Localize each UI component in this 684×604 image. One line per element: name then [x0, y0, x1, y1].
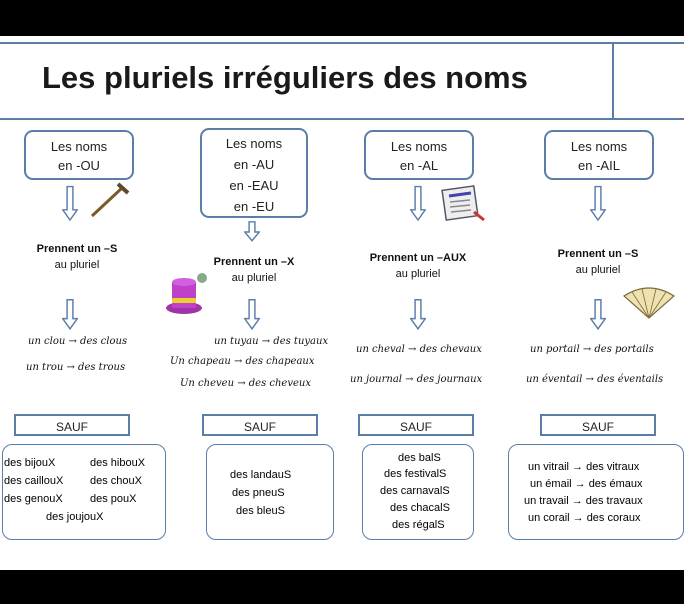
rule-ou-line2: au pluriel [54, 259, 100, 271]
exception-item: des hibouX [90, 457, 146, 469]
rule-ail-line1: Prennent un –S [557, 248, 639, 260]
header-au-line2: en -AU [233, 157, 275, 172]
example-al-1: un cheval → des chevaux [356, 344, 482, 355]
down-arrow-icon [244, 294, 260, 336]
exception-item: un émail → des émaux [530, 478, 643, 490]
exception-item: des genouX [4, 493, 63, 505]
fan-icon [622, 286, 676, 320]
exception-item: des festivalS [384, 468, 447, 480]
header-ail-line2: en -AIL [578, 158, 620, 173]
newspaper-icon [440, 182, 488, 226]
header-ail-line1: Les noms [570, 139, 628, 154]
sauf-label-ail: SAUF [540, 414, 656, 436]
example-ou-2: un trou → des trous [26, 362, 126, 373]
exception-item: des bijouX [4, 457, 56, 469]
example-ail-1: un portail → des portails [530, 344, 654, 355]
down-arrow-icon [590, 180, 606, 228]
exception-item: un vitrail → des vitraux [528, 461, 640, 473]
exception-item: des caillouX [4, 475, 64, 487]
rule-al-line2: au pluriel [395, 268, 441, 280]
exception-item: des régalS [392, 519, 445, 531]
rule-au-line2: au pluriel [231, 272, 277, 284]
header-box-au [200, 128, 308, 218]
rule-ail [538, 246, 658, 278]
exception-item: des joujouX [46, 511, 104, 523]
example-au-1: un tuyau → des tuyaux [214, 336, 329, 347]
down-arrow-icon [590, 294, 606, 336]
header-al-line2: en -AL [399, 158, 439, 173]
header-box-ou [24, 130, 134, 180]
header-au-line1: Les noms [225, 136, 283, 151]
sauf-label-au: SAUF [202, 414, 318, 436]
page-title: Les pluriels irréguliers des noms [42, 60, 528, 95]
header-box-ail [544, 130, 654, 180]
down-arrow-icon [62, 180, 78, 228]
down-arrow-icon [410, 180, 426, 228]
example-ou-1: un clou → des clous [28, 336, 128, 347]
exceptions-box-ail [508, 444, 684, 540]
rule-ou [22, 241, 132, 273]
rule-ail-line2: au pluriel [575, 264, 621, 276]
exception-item: un travail → des travaux [524, 495, 643, 507]
example-au-2: Un chapeau → des chapeaux [170, 356, 315, 367]
exception-item: des chouX [90, 475, 142, 487]
example-au-3: Un cheveu → des cheveux [180, 378, 311, 389]
header-al-line1: Les noms [390, 139, 448, 154]
down-arrow-icon [410, 294, 426, 336]
sauf-label-ou: SAUF [14, 414, 130, 436]
exception-item: des bleuS [236, 505, 285, 517]
header-ou-line1: Les noms [50, 139, 108, 154]
exception-item: des landauS [230, 469, 292, 481]
sauf-label-al: SAUF [358, 414, 474, 436]
rule-au [196, 254, 312, 286]
down-arrow-icon [244, 218, 260, 246]
rule-au-line1: Prennent un –X [213, 256, 295, 268]
exception-item: des pneuS [232, 487, 285, 499]
example-al-2: un journal → des journaux [350, 374, 483, 385]
rule-al [356, 250, 480, 282]
example-ail-2: un éventail → des éventails [526, 374, 664, 385]
worksheet [0, 36, 684, 570]
exception-item: un corail → des coraux [528, 512, 641, 524]
header-au-line3: en -EAU [229, 178, 279, 193]
rule-ou-line1: Prennent un –S [36, 243, 118, 255]
rule-al-line1: Prennent un –AUX [369, 252, 467, 264]
exception-item: des carnavalS [380, 485, 450, 497]
exception-item: des chacalS [390, 502, 450, 514]
nail-icon [88, 180, 132, 220]
title-frame-side [614, 42, 684, 120]
exception-item: des pouX [90, 493, 137, 505]
hat-icon [162, 268, 212, 320]
down-arrow-icon [62, 294, 78, 336]
header-au-line4: en -EU [233, 199, 275, 214]
header-ou-line2: en -OU [58, 158, 100, 173]
header-box-al [364, 130, 474, 180]
exception-item: des balS [398, 452, 441, 464]
